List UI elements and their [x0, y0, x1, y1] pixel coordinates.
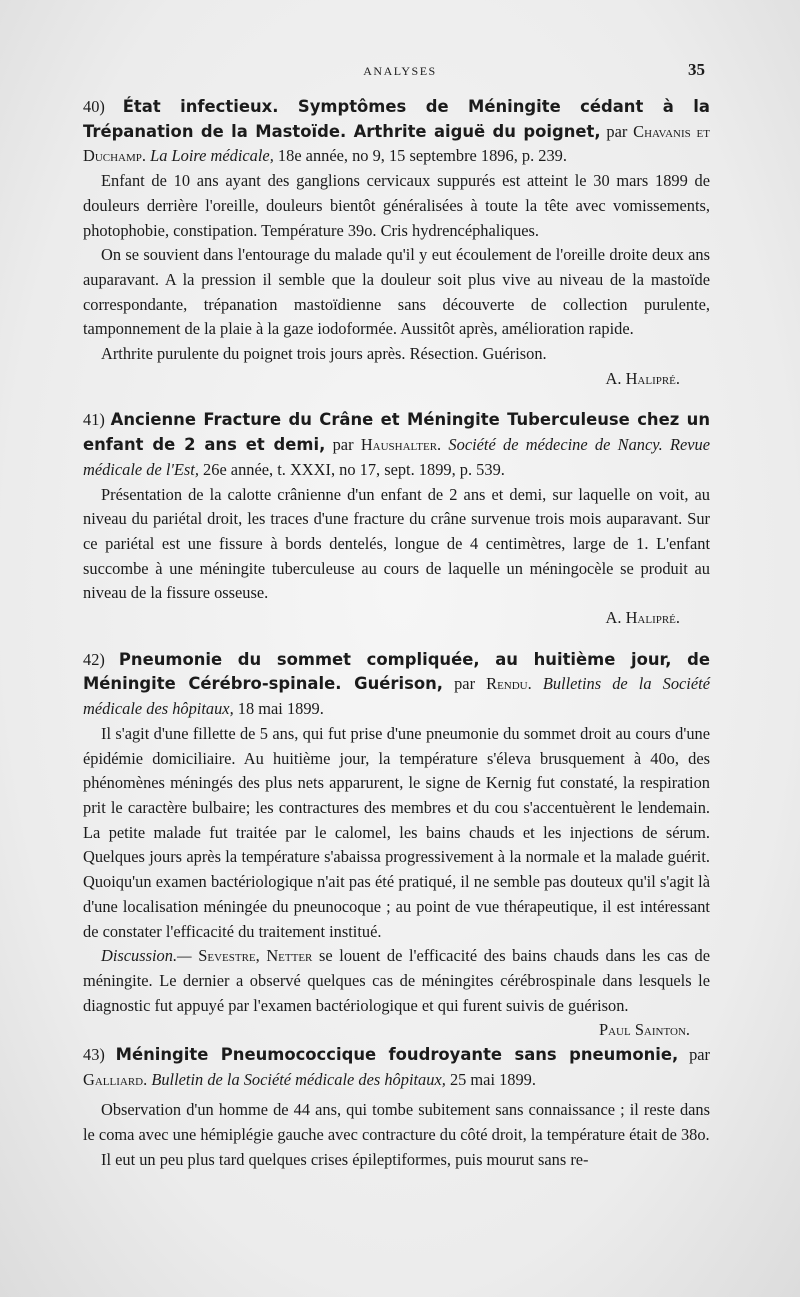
- page-body: [83, 95, 710, 1173]
- article-paragraph: Arthrite purulente du poignet trois jours après. Résection. Guérison.: [101, 344, 547, 364]
- article-heading: [83, 95, 710, 169]
- article-by: par: [454, 674, 476, 694]
- article-41: [83, 408, 710, 630]
- article-signature: A. Halipré.: [605, 368, 680, 388]
- article-signature: Paul Sainton.: [599, 1020, 690, 1040]
- article-authors: Haushalter.: [360, 435, 442, 455]
- discussion-label: Discussion.—: [101, 946, 192, 966]
- discussion-names: Sevestre, Netter: [198, 946, 313, 966]
- article-40: [83, 95, 710, 391]
- article-journal: Société de médecine de Nancy. Revue médicale de l'Est,: [83, 435, 711, 479]
- discussion-text: se louent de l'efficacité des bains chauds dans les cas de méningite. Le dernier a observé quelques cas de méningites cérébrospinale dans lesquels le diagnostic fut appuyé par l'examen bactériologique et qui furent suivis de guérison.: [83, 946, 710, 1015]
- article-42: [83, 648, 710, 1040]
- article-title: Pneumonie du sommet compliquée, au huitième jour, de Méningite Cérébro-spinale. Guérison,: [83, 649, 710, 694]
- article-number: 42): [83, 649, 105, 669]
- article-authors: Rendu.: [486, 674, 532, 694]
- article-authors: Chavanis et Duchamp.: [83, 121, 710, 166]
- article-by: par: [606, 121, 628, 141]
- page-header: [0, 60, 800, 84]
- article-paragraph: Présentation de la calotte crânienne d'un enfant de 2 ans et demi, sur laquelle on voit, au niveau du pariétal droit, les traces d'une fracture du crâne survenue trois mois auparavant. Sur ce pariétal est une fissure à bords dentelés, longue de 4 centimètres, large de 1. L'enfant succombe à une méningite tuberculeuse au cours de laquelle un méningocèle se produit au niveau de la fissure osseuse.: [83, 484, 710, 603]
- article-number: 41): [83, 410, 105, 430]
- article-paragraph: Enfant de 10 ans ayant des ganglions cervicaux suppurés est atteint le 30 mars 1899 de douleurs derrière l'oreille, douleurs bientôt généralisées à toute la tête avec vomissements, photophobie, constipation. Température 39o. Cris hydrencéphaliques.: [83, 171, 710, 240]
- page-number: 35: [688, 60, 705, 79]
- article-heading: [83, 648, 710, 722]
- article-title: État infectieux. Symptômes de Méningite cédant à la Trépanation de la Mastoïde. Arthrite aiguë du poignet,: [83, 97, 710, 141]
- article-details: 18 mai 1899.: [237, 699, 324, 719]
- article-by: par: [689, 1045, 710, 1065]
- article-number: 40): [83, 97, 105, 116]
- article-paragraph: On se souvient dans l'entourage du malade qu'il y eut écoulement de l'oreille droite deux ans auparavant. A la pression il semble que la douleur soit plus vive au niveau de la mastoïde correspondante, trépanation mastoïdienne sans découverte de collection purulente, tamponnement de la plaie à la gaze iodoformée. Aussitôt après, amélioration rapide.: [83, 245, 710, 339]
- article-title: Méningite Pneumococcique foudroyante sans pneumonie,: [115, 1045, 679, 1065]
- article-journal: Bulletin de la Société médicale des hôpitaux,: [151, 1069, 446, 1089]
- running-head: ANALYSES: [363, 64, 437, 78]
- article-authors: Galliard.: [83, 1069, 148, 1089]
- article-number: 43): [83, 1045, 105, 1065]
- article-journal: La Loire médicale,: [150, 146, 274, 166]
- article-discussion: [83, 944, 710, 1040]
- article-signature: A. Halipré.: [605, 608, 680, 628]
- article-paragraph: Il s'agit d'une fillette de 5 ans, qui fut prise d'une pneumonie du sommet droit au cours d'une épidémie domiciliaire. Au huitième jour, la température s'éleva brusquement à 40o, des phénomènes méningés des plus nets apparurent, le signe de Kernig fut constaté, la respiration prit le caractère bulbaire; les contractures des membres et du cou s'accentuèrent le lendemain. La petite malade fut traitée par le calomel, les bains chauds et les injections de sérum. Quelques jours après la température s'abaissa progressivement à la normale et la malade guérit. Quoiqu'un examen bactériologique n'ait pas été pratiqué, il ne semble pas douteux qu'il s'agit là d'une localisation méningée du pneunocoque ; au point de vue thérapeutique, il est intéressant de constater l'efficacité du traitement institué.: [83, 723, 710, 941]
- article-heading: [83, 408, 710, 482]
- article-title: Ancienne Fracture du Crâne et Méningite Tuberculeuse chez un enfant de 2 ans et demi,: [83, 410, 710, 455]
- article-details: 26e année, t. XXXI, no 17, sept. 1899, p. 539.: [203, 459, 505, 479]
- article-details: 25 mai 1899.: [449, 1069, 536, 1089]
- article-heading: [83, 1043, 710, 1092]
- article-journal: Bulletins de la Société médicale des hôpitaux,: [83, 674, 710, 719]
- article-by: par: [332, 435, 354, 455]
- article-paragraph: Il eut un peu plus tard quelques crises épileptiformes, puis mourut sans re-: [101, 1149, 589, 1169]
- article-43: [83, 1043, 710, 1173]
- article-details: 18e année, no 9, 15 septembre 1896, p. 239.: [277, 146, 567, 166]
- article-paragraph: Observation d'un homme de 44 ans, qui tombe subitement sans connaissance ; il reste dans le coma avec une hémiplégie gauche avec contracture du côté droit, la température était de 38o.: [83, 1100, 710, 1145]
